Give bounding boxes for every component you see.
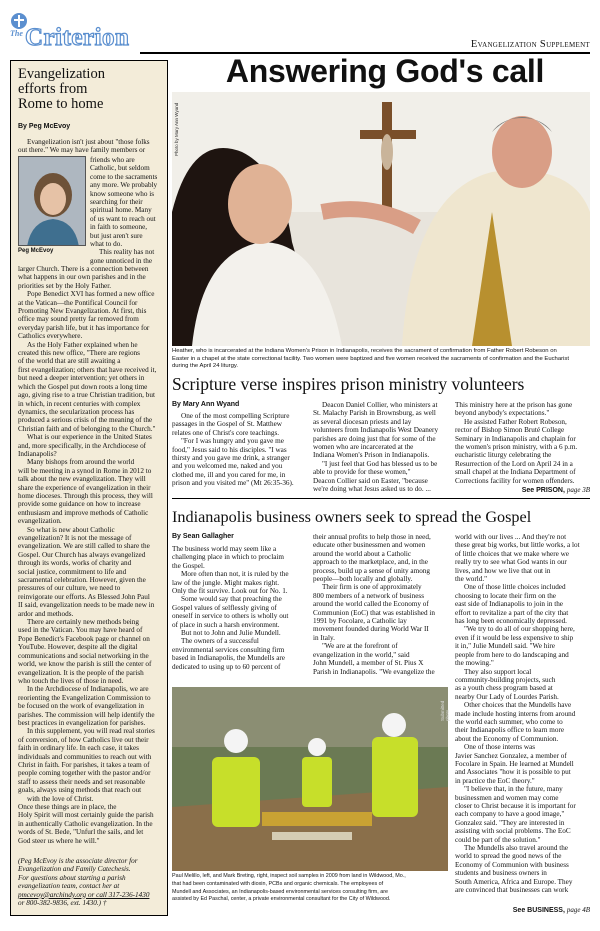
text-line: Other choices that the Mundells have — [464, 701, 572, 710]
text-line: evangelization in the world," said — [313, 650, 410, 659]
text-line: their annual profits to help those in need, — [313, 533, 431, 541]
text-line: share the experience of evangelization in their — [18, 483, 151, 492]
text-line: He assisted Father Robert Robeson, — [464, 417, 567, 426]
text-line: and Associates "how it is possible to put — [455, 768, 571, 777]
text-line: created this new office, "There are regions — [18, 349, 140, 358]
text-line: of little choices that we make where we — [455, 549, 569, 558]
text-line: evangelization team, contact her at — [18, 882, 120, 891]
text-line: beyond anybody's expectations." — [455, 409, 550, 418]
text-line: "I just feel that God has blessed us to be — [322, 459, 438, 468]
text-line: challenging place in which to proclaim — [172, 553, 284, 562]
text-line: communications and social networking in the — [18, 651, 149, 660]
text-line: larger Church. There is a connection between — [18, 265, 149, 273]
text-line: In the Archdiocese of Indianapolis, we are — [27, 685, 149, 694]
text-line: assisting with social problems. The EoC — [455, 827, 571, 836]
text-line: Once these things are in place, the — [18, 803, 117, 811]
text-line: each company to have a good image," — [455, 810, 565, 819]
text-line: prison and you visited me" (Mt 26:35-36). — [172, 479, 294, 488]
masthead-name: Criterion — [25, 24, 130, 51]
text-line: rector of Bishop Simon Bruté College — [455, 426, 565, 435]
text-line: in Italy. — [313, 633, 335, 642]
text-line: volunteers from Indianapolis West Deanery — [313, 426, 439, 435]
author-photo-caption: Peg McEvoy — [18, 248, 54, 254]
text-line: small chapel at the Indiana Department of — [455, 468, 576, 477]
text-line: Holy Spirit will most certainly guide the parish — [18, 811, 154, 820]
text-line: (Peg McEvoy is the associate director for — [18, 857, 138, 865]
sidebar-top-text — [18, 138, 168, 155]
text-line: could be part of the solution." — [455, 835, 541, 844]
text-line: enthusiasm and improve methods of Catholic — [18, 508, 149, 517]
text-line: The Mundells also travel around the — [464, 844, 568, 853]
text-line: YouTube. However, despite all the digital — [18, 643, 138, 652]
text-line: with the love of Christ. — [27, 794, 94, 803]
jump-page: page 4B — [566, 906, 590, 914]
text-line: of the world that are still awaiting a — [18, 357, 121, 366]
masthead — [10, 12, 590, 50]
text-line: home dioceses. Through this process, they will — [18, 491, 153, 500]
text-line: Christian faith and of belonging to the Church." — [18, 424, 156, 433]
text-line: educate other businessmen and women — [313, 541, 426, 550]
text-line: everyday parish life, but it has importance for — [18, 323, 150, 332]
text-line: around the world about a Catholic — [313, 549, 412, 558]
text-line: dedicated to using up to 60 percent of — [172, 662, 281, 671]
text-line: around the world called the Economy of — [313, 600, 429, 609]
sidebar-byline: By Peg McEvoy — [18, 123, 71, 130]
text-line: it in," Julie Mundell said. "We hire — [455, 642, 555, 651]
text-line: used in the Vatican. You may have heard of — [18, 626, 143, 635]
text-line: in faith to someone, — [90, 223, 148, 232]
text-line: Only the fit survive. Look out for No. 1. — [172, 587, 288, 596]
sidebar-title — [18, 67, 105, 112]
sidebar-wrap-text — [90, 156, 168, 265]
text-line: staff to assess their needs and set reasonable — [18, 777, 146, 786]
story1-col1 — [172, 412, 306, 488]
text-line: food," Jesus said to his disciples. "I was — [172, 445, 287, 454]
text-line: sacramental celebration. However, given the — [18, 576, 146, 585]
text-line: office may sound pretty far removed from — [18, 315, 139, 324]
jump-label: See PRISON, — [521, 487, 565, 494]
text-line: what happens in our own parishes and in the — [18, 273, 146, 282]
text-line: ago, giving rise to a true Christian tradition, but — [18, 391, 155, 400]
text-line: Pope Benedict XVI has formed a new office — [27, 290, 155, 299]
text-line: the mowing." — [455, 659, 494, 668]
story2-jump — [513, 906, 590, 914]
text-line: passages in the Gospel of St. Matthew — [172, 420, 282, 429]
text-line: Parish in Indianapolis. "We evangelize the — [313, 667, 435, 676]
text-line: we're doing what Jesus asked us to do. ... — [313, 485, 431, 494]
text-line: evangelization. We are still called to share the — [18, 542, 150, 551]
author-photo — [18, 156, 86, 246]
text-line: Promoting New Evangelization. At first, this — [18, 307, 147, 316]
text-line: One of those little choices included — [464, 583, 566, 592]
text-line: individuals and communities to reach out with — [18, 752, 152, 761]
text-line: But not to John and Julie Mundell. — [181, 629, 281, 638]
text-line: What is our experience in the United States — [27, 433, 152, 442]
text-line: evangelization. It is the people of the parish — [18, 668, 144, 677]
text-line: 1991 by Focolare, a Catholic lay — [313, 617, 407, 626]
text-line: pmcevoy@archindy.org or call 317-236-1430 — [18, 890, 150, 899]
text-line: Christ in faith. For parishes, it takes a team of — [18, 760, 150, 769]
text-line: St. Malachy Parish in Brownsburg, as well — [313, 409, 436, 418]
text-line: closer to Christ because it is important for — [455, 802, 576, 810]
text-line: John Mundell, a member of St. Pius X — [313, 659, 424, 668]
text-line: words of St. Bede, "Unfurl the sails, and let — [18, 828, 144, 837]
text-line: what to do. — [90, 240, 123, 249]
text-line: approach to the marketplace, and, in the — [313, 558, 428, 567]
text-line: This ministry here at the prison has gone — [455, 401, 573, 409]
text-line: They also support local — [464, 667, 532, 676]
story2-col3 — [455, 533, 590, 894]
caption-line: Paul Melillo, left, and Mark Breting, right, inspect soil samples in 2009 from land in Wildwood, Mo., — [172, 873, 406, 879]
text-line: has long been economically depressed. — [455, 617, 567, 626]
text-line: process, build up a sense of unity among — [313, 566, 430, 575]
photo2-credit: Submitted photo — [440, 700, 450, 721]
text-line: law of the jungle. Might makes right. — [172, 578, 279, 587]
text-line: ardor and methods. — [18, 609, 74, 618]
story1-jump — [522, 486, 590, 494]
text-line: able to provide for these women," — [313, 468, 411, 477]
text-line: community-building projects, such — [455, 675, 556, 684]
text-line: Resurrection of the Lord on April 24 in a — [455, 459, 573, 468]
text-line: searching for their — [90, 198, 143, 207]
text-line: east side of Indianapolis to join in the — [455, 600, 563, 609]
text-line: One of those interns was — [464, 743, 536, 752]
text-line: at the Vatican—the Pontifical Council for — [18, 298, 138, 307]
text-line: Gonzalez said. "They are interested in — [455, 818, 565, 827]
text-line: effort to revitalize a part of the city that — [455, 608, 569, 617]
text-line: "We are at the forefront of — [322, 642, 398, 651]
text-line: In this supplement, you will read real stories — [27, 727, 155, 736]
text-line: social justice, commitment to life and — [18, 567, 127, 576]
text-line: pressures of our culture, we need to — [18, 584, 121, 593]
text-line: Focolare in Spain. He learned at Mundell — [455, 759, 574, 768]
text-line: Corrections facility for women offenders. — [455, 476, 575, 485]
text-line: Pope Benedict's Facebook page or channel on — [18, 634, 150, 643]
text-line: out there." We may have family members or — [18, 146, 146, 155]
text-line: will be meeting in a synod in Rome in 2012 to — [18, 466, 152, 475]
text-line: relates one of Christ's core teachings. — [172, 428, 280, 437]
story1-col2 — [313, 401, 447, 493]
text-line: parishes. The commission will help identify the — [18, 710, 155, 719]
text-line: in authentically Catholic evangelization. In the — [18, 819, 153, 828]
text-line: through its words, works of charity and — [18, 559, 132, 568]
text-line: gone unnoticed in the — [90, 256, 153, 265]
text-line: The business world may seem like a — [172, 545, 277, 553]
photo1-caption — [172, 348, 590, 371]
text-line: dynamics, the secularization process has — [18, 407, 135, 416]
text-line: Deacon Collier said on Easter, "because — [313, 476, 428, 485]
text-line: Seminary in Indianapolis and chaplain for — [455, 434, 576, 443]
text-line: of us want to reach out — [90, 214, 156, 223]
text-line: world, we know the parish is still the center of — [18, 660, 152, 669]
text-line: As the Holy Father explained when he — [27, 340, 138, 349]
text-line: as several diocesan priests and lay — [313, 417, 412, 426]
text-line: spiritual home. Many — [90, 206, 152, 215]
text-line: produced a serious crisis of the meaning of the — [18, 416, 153, 425]
text-line: evangelization. — [18, 517, 62, 526]
jump-label: See BUSINESS, — [512, 907, 565, 914]
text-line: choosing to locate their firm on the — [455, 591, 556, 600]
sidebar-title-line: Evangelization — [18, 66, 105, 82]
text-line: Many bishops from around the world — [27, 458, 135, 467]
text-line: who touch the lives of those in need. — [18, 676, 124, 685]
story-divider — [172, 498, 590, 499]
text-line: movement founded during World War II — [313, 625, 429, 634]
text-line: thirsty and you gave me drink, a stranger — [172, 454, 290, 463]
text-line: II said, evangelization needs to be made new in — [18, 601, 155, 610]
text-line: even if it would be less expensive to ship — [455, 633, 574, 642]
sidebar-title-line: efforts from — [18, 81, 88, 97]
text-line: which the Gospel put down roots a long time — [18, 382, 148, 391]
text-line: Evangelization isn't just about "those folks — [27, 138, 150, 146]
text-line: More often than not, it is ruled by the — [181, 570, 289, 579]
text-line: evangelization? It is not the message of — [18, 534, 132, 542]
text-line: There are certainly new methods being — [27, 618, 139, 627]
text-line: the Gospel. — [172, 561, 205, 570]
story2-col2 — [313, 533, 449, 676]
text-line: Gospel. Our Church has always evangelized — [18, 550, 146, 559]
photo1-credit: Photo by Mary Ann Wyand — [174, 102, 179, 156]
story1-byline: By Mary Ann Wyand — [172, 401, 240, 408]
text-line: eucharistic liturgy celebrating the — [455, 451, 552, 460]
text-line: come to the sacraments — [90, 172, 158, 181]
text-line: "We try to do all of our shopping here, — [464, 625, 575, 634]
text-line: reorienting the Evangelization Commission to — [18, 693, 151, 702]
text-line: the world." — [455, 575, 488, 584]
caption-line: Easter in a chapel at the state correctional facility. Two women were baptized and five women received the sacraments of confirmation and the Eucharist — [172, 355, 569, 362]
text-line: clothed me, ill and you cared for me, in — [172, 470, 286, 479]
text-line: God steer us where he will." — [18, 836, 100, 845]
text-line: first evangelization; others that have received it, — [18, 365, 157, 374]
text-line: in practice the EoC theory." — [455, 776, 535, 785]
text-line: The owners of a successful — [181, 637, 259, 646]
soil-sample-photo — [172, 687, 448, 871]
text-line: talk about the new evangelization. They will — [18, 475, 146, 484]
text-line: people from here to do landscaping and — [455, 650, 569, 659]
text-line: Their firm is one of approximately — [322, 583, 422, 592]
text-line: Communion (EoC) that was established in — [313, 608, 435, 617]
text-line: be focused on the work of evangelization in — [18, 702, 144, 711]
caption-line: Mundell and Associates, an Indianapolis-based environmental services consulting firm, are — [172, 888, 389, 895]
text-line: Evangelization and Family Catechesis. — [18, 865, 131, 874]
caption-line: Heather, who is incarcerated at the Indiana Women's Prison in Indianapolis, receives the sacrament of confirmation from Father Robert Robeson on — [172, 348, 557, 354]
text-line: 800 members of a network of business — [313, 591, 424, 600]
text-line: Deacon Daniel Collier, who ministers at — [322, 401, 438, 409]
text-line: Indianapolis? — [18, 449, 57, 458]
confirmation-photo — [172, 92, 590, 346]
story1-headline: Scripture verse inspires prison ministry volunteers — [172, 374, 525, 394]
text-line: really try to see what God wants in our — [455, 558, 567, 567]
text-line: For questions about starting a parish — [18, 873, 126, 882]
text-line: about the Economy of Communion. — [455, 734, 559, 743]
text-line: One of the most compelling Scripture — [181, 412, 290, 420]
text-line: Javier Sanchez Gonzalez, a member of — [455, 751, 567, 760]
text-line: world with our lives ... And they're not — [455, 533, 567, 541]
text-line: the world each summer, who come to — [455, 717, 563, 726]
text-line: So what is new about Catholic — [27, 525, 115, 534]
text-line: environmental services consulting firm — [172, 645, 285, 654]
text-line: reinvigorate our efforts. As Blessed John Paul — [18, 592, 150, 601]
text-line: Catholics everywhere. — [18, 332, 83, 341]
text-line: businessmen and women may come — [455, 793, 559, 802]
caption-line: that had been contaminated with dioxin, PCBs and organic chemicals. The employees of — [172, 880, 384, 887]
caption-line: assisted by Ed Paschal, center, a private environmental consultant for the City of Wildwood. — [172, 896, 391, 903]
text-line: based in Indianapolis, the Mundells are — [172, 654, 285, 663]
text-line: provide some guidance on how to increase — [18, 500, 141, 509]
text-line: women who are incarcerated at the — [313, 443, 414, 452]
text-line: priorities set by the Holy Father. — [18, 281, 112, 290]
text-line: best practices in evangelization for parishes. — [18, 718, 146, 727]
text-line: Indiana Women's Prison in Indianapolis. — [313, 451, 430, 460]
text-line: students and business owners in — [455, 869, 547, 878]
story2-headline: Indianapolis business owners seek to spread the Gospel — [172, 508, 532, 526]
text-line: know someone who is — [90, 189, 155, 198]
sidebar-bio — [18, 857, 168, 907]
text-line: of conversion, of how Catholics live out their — [18, 735, 149, 744]
text-line: This reality has not — [99, 248, 155, 257]
text-line: any more. We probably — [90, 181, 158, 190]
text-line: Gospel values of selflessly giving of — [172, 603, 277, 612]
text-line: the women's prison ministry, with a 6 p.m. — [455, 443, 578, 452]
text-line: Some would say that preaching the — [181, 595, 282, 604]
text-line: friends who are — [90, 156, 135, 164]
text-line: oneself in service to others is wholly out — [172, 612, 289, 621]
text-line: and, more specifically, in the Archdiocese of — [18, 441, 147, 450]
text-line: but need a deeper intervention; yet others in — [18, 374, 145, 383]
text-line: and you welcomed me, naked and you — [172, 462, 283, 471]
section-label: Evangelization Supplement — [470, 39, 590, 50]
caption-line: during the April 24 liturgy. — [172, 363, 239, 370]
masthead-the: The — [10, 29, 23, 38]
text-line: people coming together with the pastor and/or — [18, 769, 151, 778]
text-line: faith in ordinary life. In each case, it takes — [18, 744, 139, 753]
photo2-caption — [172, 873, 450, 904]
text-line: in which, in recent centuries with complex — [18, 399, 141, 408]
story2-byline: By Sean Gallagher — [172, 533, 234, 540]
story2-col1 — [172, 545, 306, 671]
text-line: their Indianapolis office to learn more — [455, 726, 565, 735]
sidebar-body — [18, 265, 168, 845]
text-line: are convinced that businesses can work — [455, 886, 569, 895]
text-line: lives, and how we live that out in — [455, 566, 551, 575]
text-line: of place in such a harsh environment. — [172, 620, 280, 629]
sidebar — [10, 60, 168, 916]
text-line: nearby Our Lady of Lourdes Parish. — [455, 692, 559, 701]
text-line: Economy of Communion with business — [455, 860, 569, 869]
story1-col3 — [455, 401, 590, 485]
text-line: "I believe that, in the future, many — [464, 785, 563, 794]
text-line: "For I was hungry and you gave me — [181, 437, 284, 446]
text-line: as a youth chess program based at — [455, 684, 553, 693]
text-line: made include hosting interns from around — [455, 709, 576, 718]
text-line: world to spread the good news of the — [455, 852, 562, 861]
text-line: people—both locally and globally. — [313, 575, 413, 584]
jump-page: page 3B — [566, 486, 590, 494]
sidebar-title-line: Rome to home — [18, 96, 104, 112]
text-line: parishes are doing just that for some of the — [313, 434, 436, 443]
text-line: goals, always using methods that reach out — [18, 786, 142, 795]
main-headline: Answering God's call — [225, 53, 545, 89]
text-line: or 800-382-9836, ext. 1430.) † — [18, 899, 107, 908]
text-line: these great big works, but little works, a lot — [455, 541, 580, 550]
text-line: Catholic, but seldom — [90, 164, 150, 173]
text-line: but just aren't sure — [90, 231, 143, 240]
text-line: South America, Africa and Europe. They — [455, 877, 573, 886]
